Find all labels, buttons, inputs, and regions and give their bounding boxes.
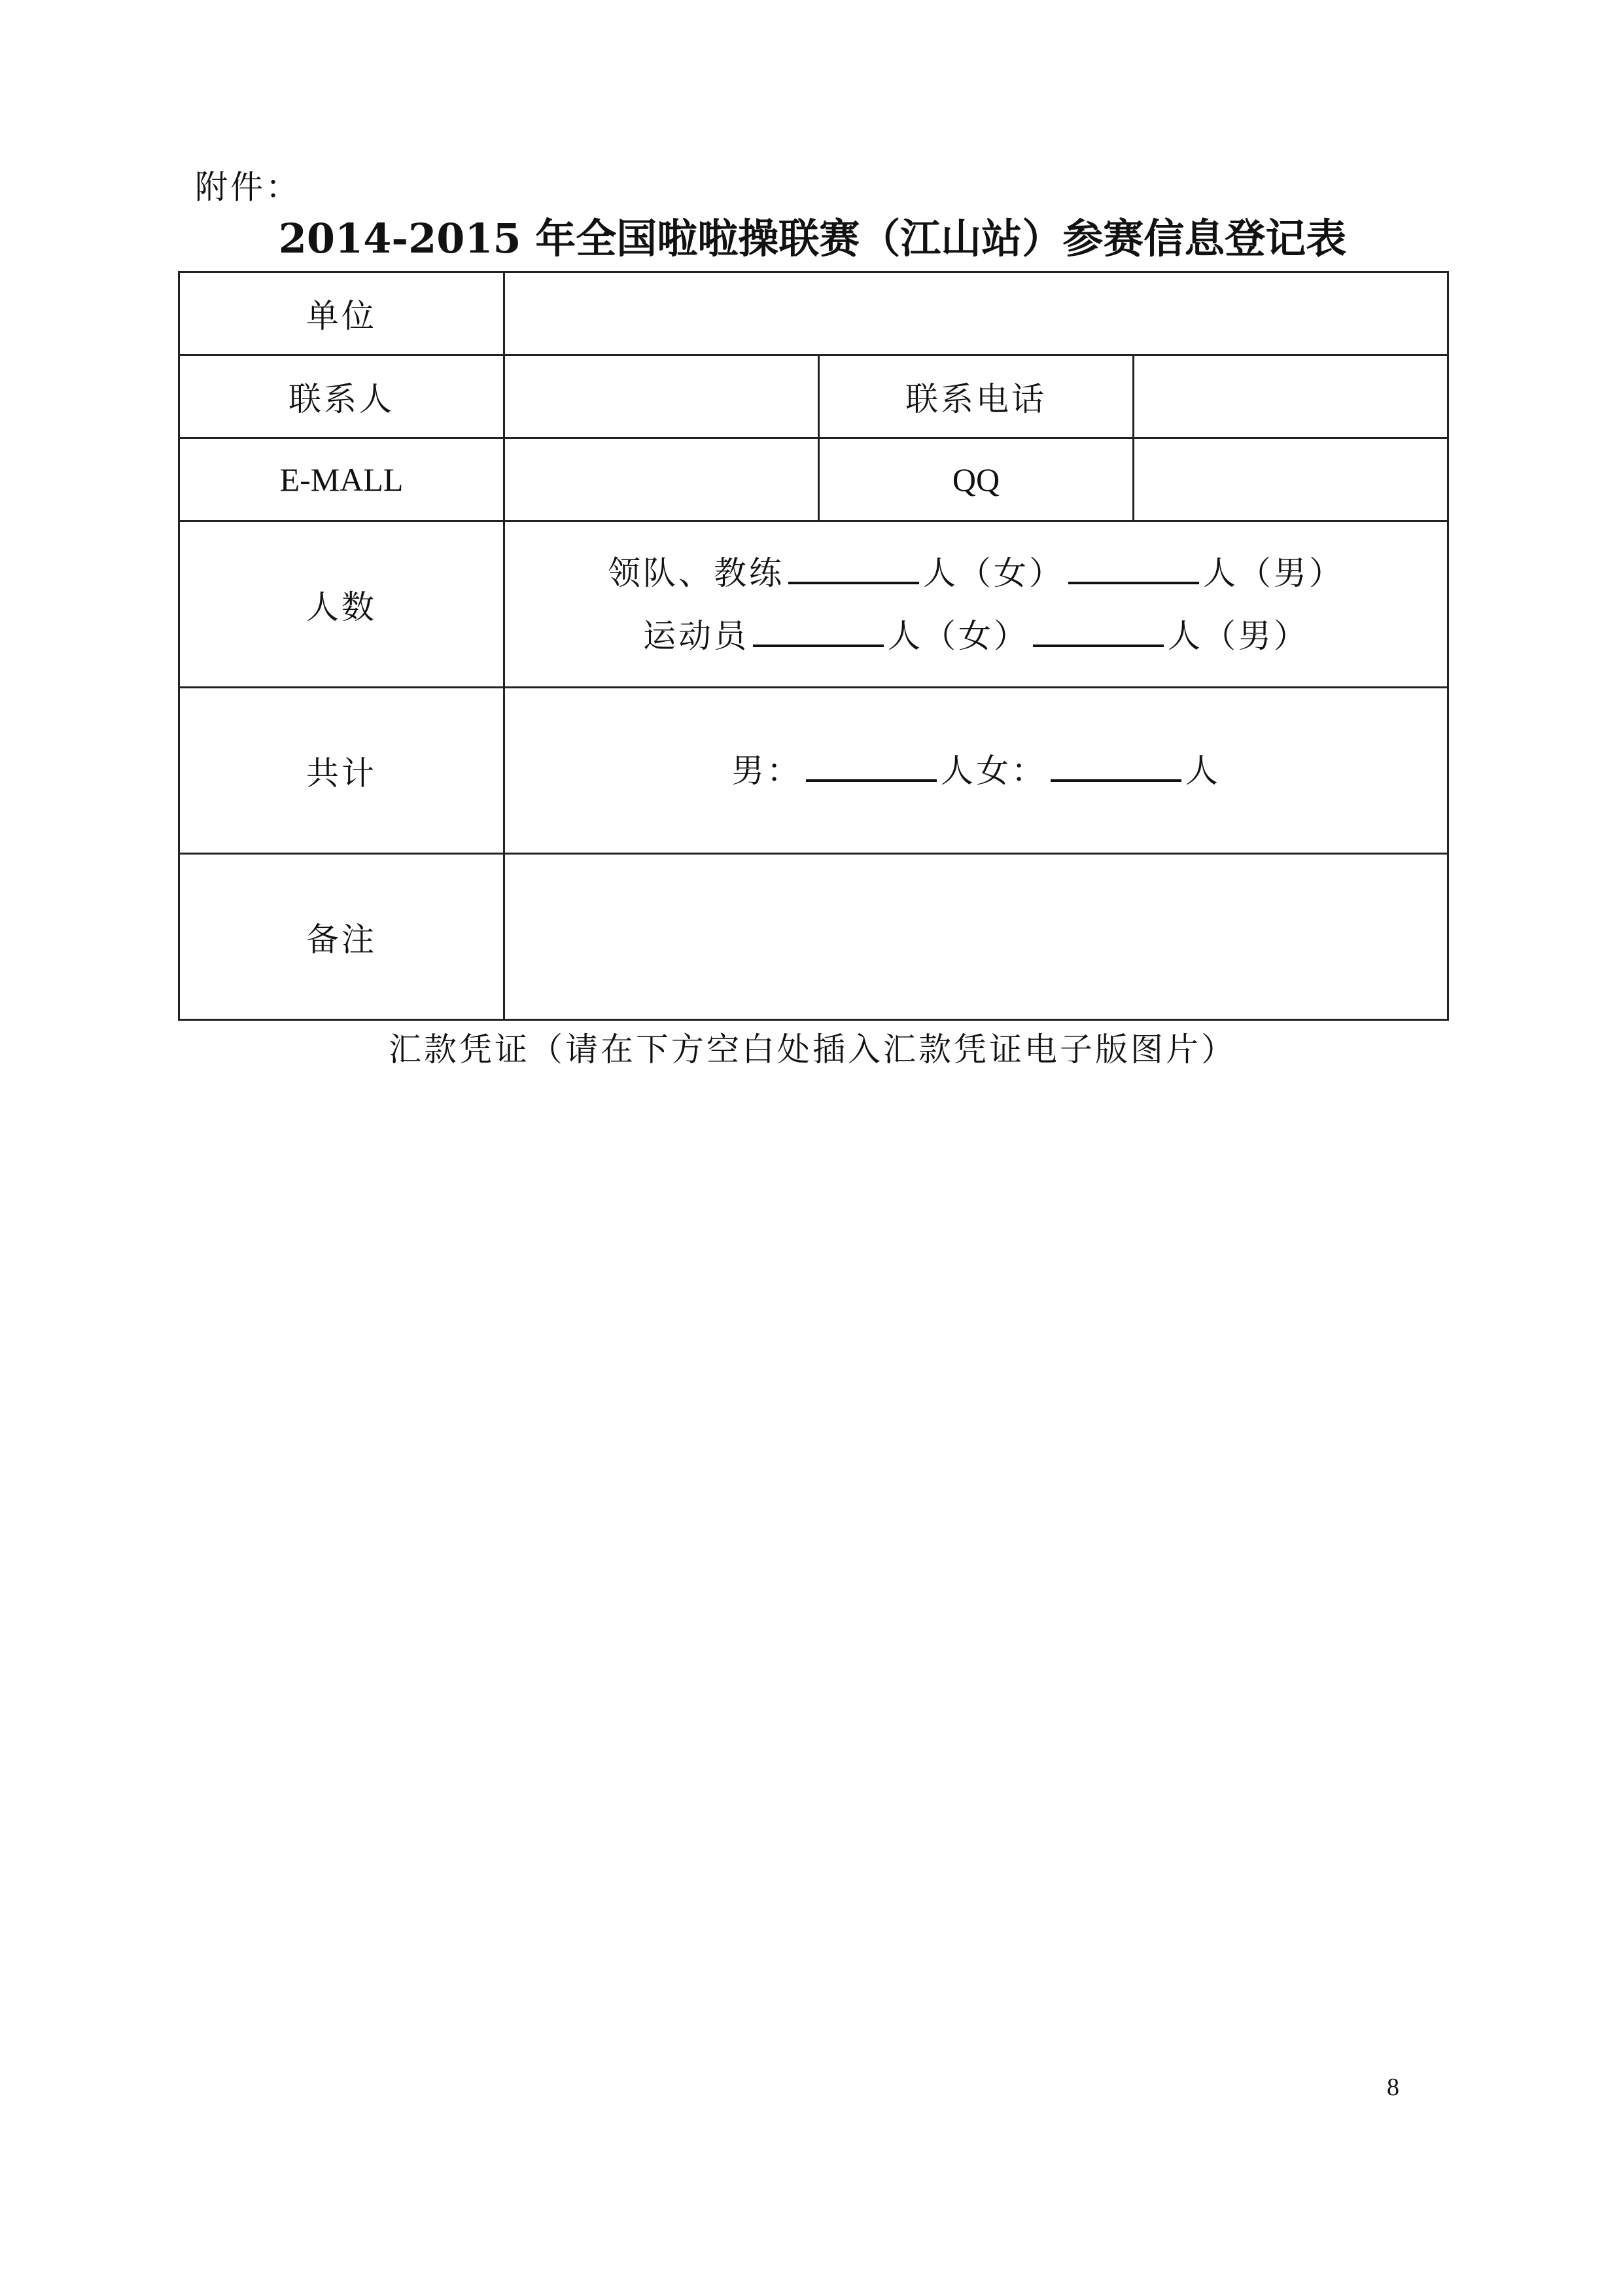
contact-person-label: 联系人 (179, 355, 504, 438)
remarks-field[interactable] (504, 854, 1448, 1020)
row-headcount (179, 521, 1448, 688)
athletes-male-blank[interactable] (1033, 610, 1164, 647)
athletes-prefix: 运动员 (643, 616, 749, 655)
total-suffix: 人 (1185, 751, 1221, 790)
attachment-label: 附件： (195, 168, 301, 206)
row-email-qq (179, 438, 1448, 521)
athletes-male-suffix: 人（男） (1168, 616, 1309, 655)
leaders-coaches-prefix: 领队、教练 (608, 554, 784, 592)
athletes-female-blank[interactable] (753, 610, 884, 647)
total-male-prefix: 男： (731, 751, 802, 790)
form-title: 2014-2015 年全国啦啦操联赛（江山站）参赛信息登记表 (278, 215, 1347, 262)
unit-label: 单位 (179, 272, 504, 355)
email-field[interactable] (504, 438, 819, 521)
total-line (505, 739, 1447, 802)
headcount-label: 人数 (179, 521, 504, 688)
headcount-cell (504, 521, 1448, 688)
contact-person-field[interactable] (504, 355, 819, 438)
leaders-male-suffix: 人（男） (1203, 554, 1344, 592)
athletes-female-suffix: 人（女） (888, 616, 1029, 655)
email-label: E-MALL (179, 438, 504, 521)
leaders-coaches-line (505, 542, 1447, 605)
contact-phone-label: 联系电话 (819, 355, 1134, 438)
qq-field[interactable] (1134, 438, 1448, 521)
unit-field[interactable] (504, 272, 1448, 355)
leaders-male-blank[interactable] (1068, 548, 1199, 584)
remittance-caption: 汇款凭证（请在下方空白处插入汇款凭证电子版图片） (389, 1031, 1236, 1069)
total-female-blank[interactable] (1051, 745, 1181, 782)
row-unit (179, 272, 1448, 355)
row-contact (179, 355, 1448, 438)
remarks-label: 备注 (179, 854, 504, 1020)
total-label: 共计 (179, 688, 504, 854)
row-remarks (179, 854, 1448, 1020)
leaders-female-blank[interactable] (788, 548, 919, 584)
contact-phone-field[interactable] (1134, 355, 1448, 438)
page-number: 8 (1387, 2074, 1399, 2101)
qq-label: QQ (819, 438, 1134, 521)
leaders-female-suffix: 人（女） (923, 554, 1064, 592)
total-male-blank[interactable] (806, 745, 937, 782)
row-total (179, 688, 1448, 854)
registration-form-table (178, 271, 1449, 1021)
total-cell (504, 688, 1448, 854)
total-mid-text: 人女： (941, 751, 1047, 790)
athletes-line (505, 605, 1447, 667)
